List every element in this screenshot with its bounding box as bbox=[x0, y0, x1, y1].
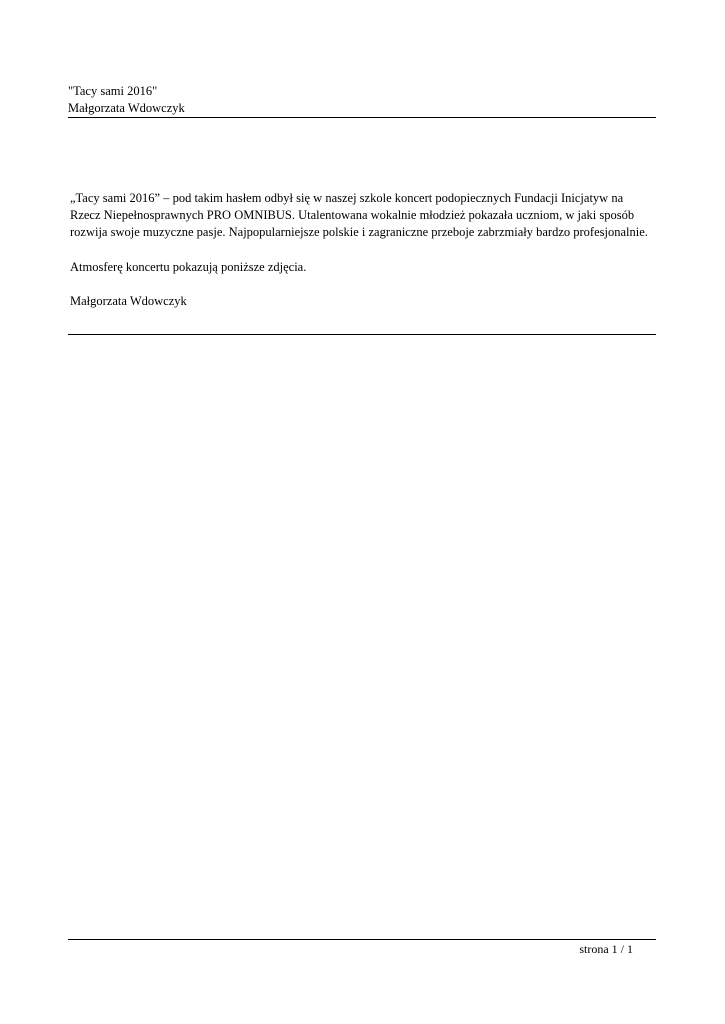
content-divider bbox=[68, 334, 656, 335]
page-header bbox=[68, 83, 656, 117]
page-number: strona 1 / 1 bbox=[579, 942, 633, 956]
footer-divider bbox=[68, 939, 656, 940]
article-paragraph: Atmosferę koncertu pokazują poniższe zdjęcia. bbox=[70, 259, 307, 274]
article-paragraph: „Tacy sami 2016” – pod takim hasłem odbył się w naszej szkole koncert podopiecznych Fundacji Inicjatyw na Rzecz Niepełnosprawnych PRO OMNIBUS. Utalentowana wokalnie młodzież pokazała uczniom, w jaki sposób rozwija swoje muzyczne pasje. Najpopularniejsze polskie i zagraniczne przeboje zabrzmiały bardzo profesjonalnie. bbox=[70, 191, 648, 240]
article-body bbox=[70, 190, 656, 327]
header-author: Małgorzata Wdowczyk bbox=[68, 101, 185, 115]
article-signature: Małgorzata Wdowczyk bbox=[70, 293, 187, 308]
header-title: "Tacy sami 2016" bbox=[68, 84, 158, 98]
header-divider bbox=[68, 117, 656, 118]
